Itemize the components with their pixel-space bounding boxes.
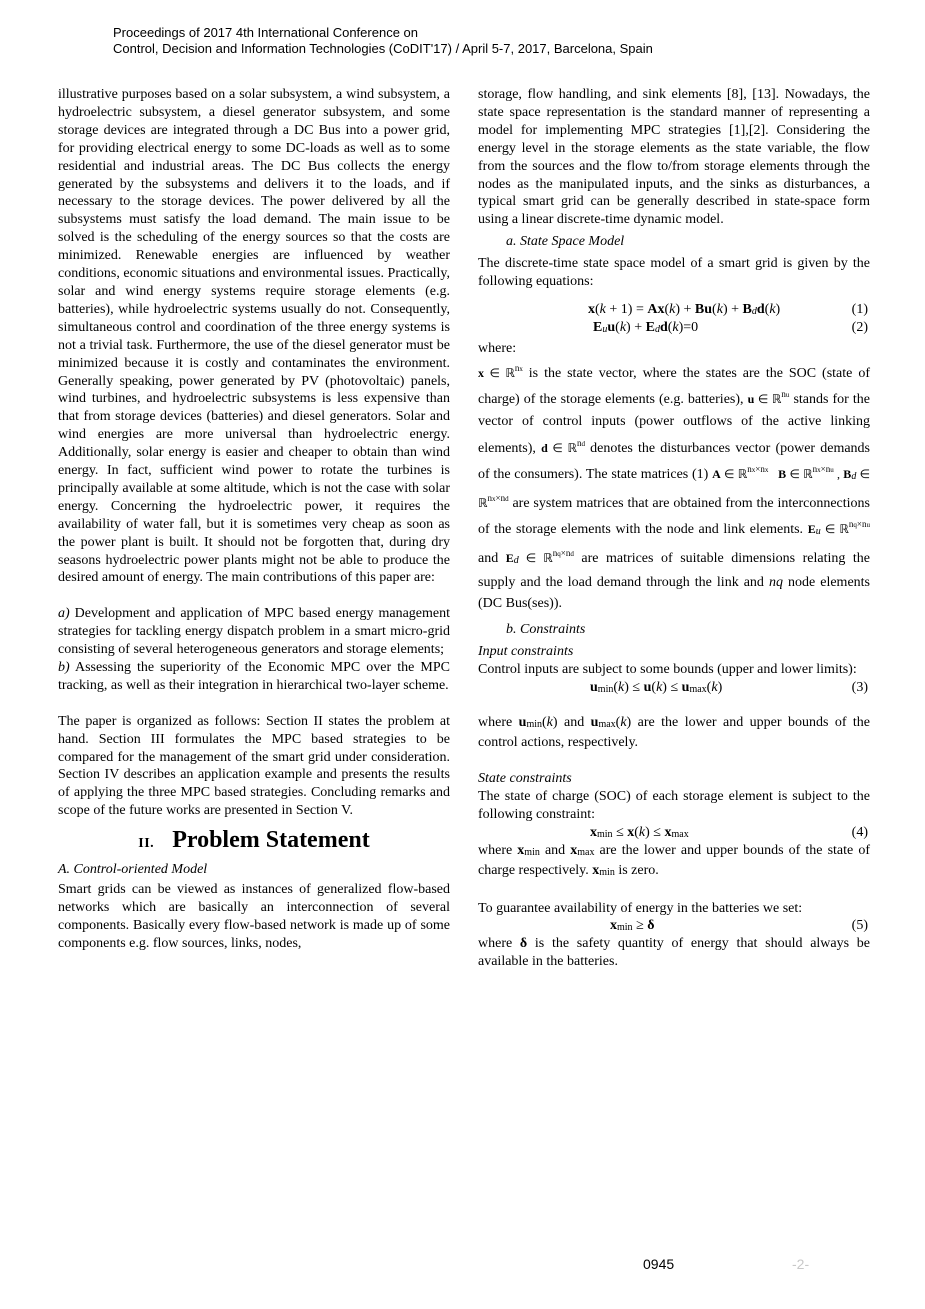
- contribution-b: [58, 659, 450, 695]
- contribution-a: [58, 605, 450, 659]
- safety-text: where δ is the safety quantity of energy that should always be available in the batteries.: [478, 936, 871, 970]
- section-title: Problem Statement: [172, 827, 370, 854]
- input-constraints-text: Control inputs are subject to some bounds (upper and lower limits):: [478, 661, 857, 677]
- subsection-heading: A. Control-oriented Model: [58, 862, 208, 878]
- section-number: II.: [138, 836, 155, 852]
- subsection-b-heading: b. Constraints: [506, 621, 586, 637]
- input-bounds-text: where umin(k) and umax(k) are the lower and upper bounds of the control actions, respectively.: [478, 715, 871, 751]
- input-constraints-label: Input constraints: [478, 643, 574, 659]
- contribution-a-label: a): [58, 606, 70, 622]
- state-space-intro: The discrete-time state space model of a smart grid is given by the following equations:: [478, 256, 870, 290]
- continued-paragraph: storage, flow handling, and sink elements [8], [13]. Nowadays, the state space representation is the standard manner of representing a model for implementing MPC strategies [1],[2]. Considering the energy level in the storage elements as the state variable, the flow from the sources and the flow to/from storage elements through the nodes as the manipulated inputs, and the sinks as disturbances, a typical smart grid can be generally described in state-space form using a linear discrete-time dynamic model.: [478, 87, 870, 228]
- where-label: where:: [478, 340, 517, 356]
- equation-5-number: (5): [851, 918, 868, 934]
- model-paragraph: Smart grids can be viewed as instances of generalized flow-based networks which are basically an interconnection of several components. Basically every flow-based network is made up of some components e.g. flow sources, links, nodes,: [58, 881, 450, 951]
- state-bounds-text: where xmin and xmax are the lower and upper bounds of the state of charge respectively. xmin is zero.: [478, 842, 871, 878]
- organization-paragraph: The paper is organized as follows: Section II states the problem at hand. Section III formulates the MPC based strategies to be compared for the management of the smart grid under consideration. Section IV describes an application example and presents the results of applying the three MPC based strategies. Concluding remarks and scope of the future works are presented in Section V.: [58, 713, 450, 819]
- equation-3-number: (3): [851, 679, 868, 695]
- guarantee-text: To guarantee availability of energy in the batteries we set:: [478, 900, 803, 916]
- equation-2: Euu(k) + Edd(k)=0 (2): [593, 319, 868, 335]
- contribution-b-label: b): [58, 659, 70, 675]
- contribution-b-text: Assessing the superiority of the Economic MPC over the MPC tracking, as well as their integration in hierarchical two-layer scheme.: [58, 659, 450, 693]
- header-line-2: Control, Decision and Information Technologies (CoDIT'17) / April 5-7, 2017, Barcelona, Spain: [113, 41, 653, 56]
- equation-5: xmin ≥ δ (5): [610, 918, 868, 934]
- intro-paragraph: illustrative purposes based on a solar subsystem, a wind subsystem, a hydroelectric subsystem, a diesel generator subsystem, and some storage devices are integrated through a DC Bus into a power grid, for providing electrical energy to some DC-loads as well as to some residential and industrial areas. The DC Bus collects the energy generated by the subsystems and delivers it to the loads, and if necessary to the storage devices. The power delivered by all the subsystems must satisfy the load demand. The main issue to be solved is the scheduling of the energy sources so that the costs are minimized. Renewable energies are influenced by weather conditions, economic situations and environmental issues. Practically, solar and wind energy systems require storage elements (e.g. batteries), while hydroelectric systems usually do not. Consequently, simultaneous control and coordination of the three energy systems is not a trivial task. Furthermore, the use of the diesel generator must be minimized because it is costly and contaminates the environment. Generally speaking, power generated by PV (photovoltaic) panels, wind turbines, and hydroelectric subsystems is less expensive than that from storage devices (batteries) and diesel generators. Solar and wind energies are more universal than hydroelectric energy. Additionally, solar energy is easier and cheaper to obtain than wind energy. In fact, sufficient wind power to rotate the turbines is principally available at some altitude, which is not the case with solar energy. Concerning the hydroelectric power, it requires the availability of water fall, but it is sometimes very cheap as soon as the power plant is built. It should not be forgotten that, during dry seasons hydroelectric power plants might not be able to produce the desired amount of energy. The main contributions of this paper are:: [58, 87, 450, 586]
- equation-4: xmin ≤ x(k) ≤ xmax (4): [590, 824, 868, 840]
- state-constraints-label: State constraints: [478, 771, 572, 787]
- equation-3: umin(k) ≤ u(k) ≤ umax(k) (3): [590, 679, 868, 695]
- right-column: [478, 86, 870, 971]
- variable-definitions: x ∈ ℝ$^{nx}$ is the state vector, where the states are the SOC (state of charge) of the storage elements (e.g. batteries), u ∈ ℝ$^{nu}$ stands for the vector of control inputs (power outflows of the active linking elements), d ∈ ℝ$^{nd}$ denotes the disturbances vector (power demands of the consumers). The state matrices (1) A ∈ ℝ$^{nx\times nx}$ B ∈ ℝ$^{nx\times nu}$ , Bd ∈ ℝ$^{nx\times nd}$ are system matrices that are obtained from the interconnections of the storage elements with the node and link elements. Eu ∈ ℝ$^{nq\times nu}$ and Ed ∈ ℝ$^{nq\times nd}$ are matrices of suitable dimensions relating the supply and the load demand through the link and nq node elements (DC Bus(ses)).: [478, 362, 871, 612]
- section-heading: [58, 827, 450, 854]
- subsection-a-heading: a. State Space Model: [506, 234, 625, 250]
- page-header: [113, 25, 653, 57]
- left-column: [58, 86, 450, 953]
- contribution-a-text: Development and application of MPC based energy management strategies for tackling energy dispatch problem in a smart micro-grid consisting of several heterogeneous generators and storage elements;: [58, 606, 450, 658]
- page-number: 0945: [643, 1256, 675, 1272]
- equation-1: x(k + 1) = Ax(k) + Bu(k) + Bdd(k) (1): [588, 301, 868, 317]
- page-mark: -2-: [792, 1256, 810, 1272]
- equation-4-number: (4): [851, 824, 868, 840]
- equation-2-number: (2): [851, 319, 868, 335]
- state-constraints-text: The state of charge (SOC) of each storage element is subject to the following constraint:: [478, 789, 870, 822]
- header-line-1: Proceedings of 2017 4th International Conference on: [113, 25, 418, 40]
- equation-1-number: (1): [851, 301, 868, 317]
